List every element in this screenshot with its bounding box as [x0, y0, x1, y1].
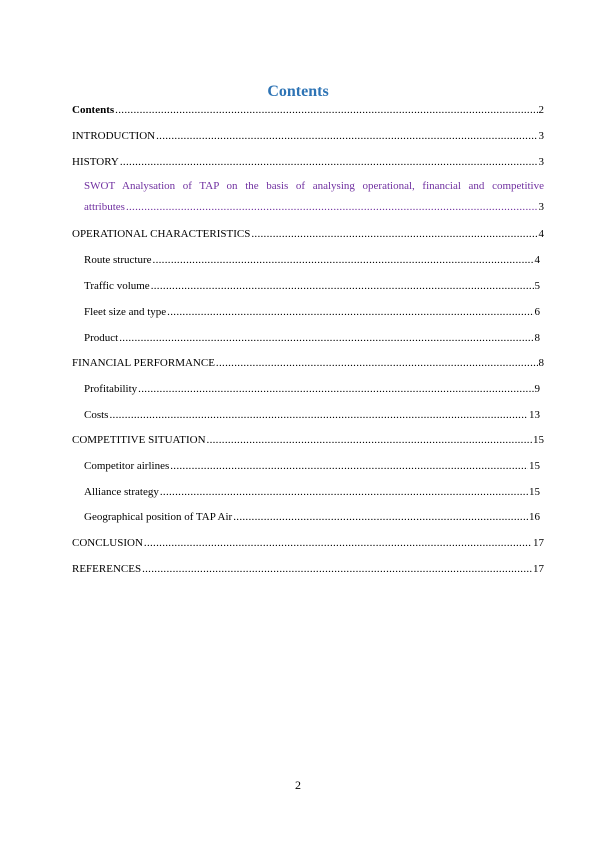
toc-entry-label: COMPETITIVE SITUATION — [72, 434, 206, 446]
toc-entry-label-line2: attributes — [84, 201, 125, 213]
toc-leader-dots — [126, 197, 538, 218]
toc-entry-page: 4 — [538, 228, 544, 240]
toc-entry-page: 6 — [534, 306, 540, 318]
toc-leader-dots — [151, 280, 534, 293]
toc-entry-page: 5 — [534, 280, 540, 292]
toc-leader-dots — [109, 409, 528, 422]
toc-entry-page: 15 — [529, 486, 540, 498]
toc-entry-label: OPERATIONAL CHARACTERISTICS — [72, 228, 251, 240]
toc-leader-dots — [119, 332, 533, 345]
toc-entry-label: Traffic volume — [84, 280, 150, 292]
toc-leader-dots — [170, 460, 528, 473]
toc-entry-geographical-position[interactable] — [84, 511, 540, 524]
page-number: 2 — [295, 778, 301, 792]
toc-entry-label-line2-row — [84, 197, 544, 218]
toc-entry-page: 3 — [538, 130, 544, 142]
toc-entry-label: Route structure — [84, 254, 152, 266]
toc-leader-dots — [153, 254, 534, 267]
toc-entry-label: REFERENCES — [72, 563, 142, 575]
toc-entry-page: 17 — [533, 537, 544, 549]
toc-entry-label: CONCLUSION — [72, 537, 143, 549]
toc-entry-label: Fleet size and type — [84, 306, 167, 318]
toc-leader-dots — [167, 306, 533, 319]
toc-entry-page: 3 — [538, 201, 544, 213]
toc-entry-label: Profitability — [84, 383, 138, 395]
toc-entry-label: Contents — [72, 104, 115, 116]
toc-entry-page: 8 — [534, 332, 540, 344]
toc-entry-operational-characteristics[interactable] — [72, 228, 544, 241]
toc-leader-dots — [138, 383, 533, 396]
toc-leader-dots — [216, 357, 538, 370]
toc-leader-dots — [142, 563, 532, 576]
toc-entry-label: FINANCIAL PERFORMANCE — [72, 357, 215, 369]
toc-entry-page: 4 — [534, 254, 540, 266]
toc-entry-page: 3 — [538, 156, 544, 168]
toc-entry-competitor-airlines[interactable] — [84, 460, 540, 473]
toc-leader-dots — [207, 434, 532, 447]
toc-entry-label: Competitor airlines — [84, 460, 170, 472]
toc-entry-page: 15 — [529, 460, 540, 472]
toc-leader-dots — [233, 511, 528, 524]
toc-entry-label: Alliance strategy — [84, 486, 159, 498]
toc-entry-page: 17 — [533, 563, 544, 575]
toc-entry-label-line1: SWOT Analysation of TAP on the basis of analysing operational, financial and competitive — [84, 180, 544, 192]
toc-entry-profitability[interactable] — [84, 383, 540, 396]
toc-entry-alliance-strategy[interactable] — [84, 486, 540, 499]
toc-leader-dots — [160, 486, 528, 499]
toc-entry-page: 16 — [529, 511, 540, 523]
toc-entry-costs[interactable] — [84, 409, 540, 422]
toc-entry-history[interactable] — [72, 156, 544, 169]
toc-entry-financial-performance[interactable] — [72, 357, 544, 370]
contents-heading: Contents — [267, 83, 329, 100]
toc-leader-dots — [251, 228, 537, 241]
toc-entry-product[interactable] — [84, 332, 540, 345]
toc-entry-page: 9 — [534, 383, 540, 395]
toc-entry-fleet-size[interactable] — [84, 306, 540, 319]
toc-entry-introduction[interactable] — [72, 130, 544, 143]
toc-entry-page: 8 — [538, 357, 544, 369]
toc-entry-traffic-volume[interactable] — [84, 280, 540, 293]
toc-entry-label: Product — [84, 332, 119, 344]
toc-leader-dots — [120, 156, 538, 169]
toc-entry-label: Geographical position of TAP Air — [84, 511, 233, 523]
toc-entry-competitive-situation[interactable] — [72, 434, 544, 447]
toc-entry-references[interactable] — [72, 563, 544, 576]
toc-leader-dots — [144, 537, 532, 550]
toc-entry-conclusion[interactable] — [72, 537, 544, 550]
toc-entry-page: 13 — [529, 409, 540, 421]
toc-entry-route-structure[interactable] — [84, 254, 540, 267]
toc-entry-label: Costs — [84, 409, 109, 421]
toc-entry-swot[interactable] — [84, 176, 544, 218]
toc-entry-page: 2 — [538, 104, 544, 116]
toc-entry-label: HISTORY — [72, 156, 119, 168]
toc-entry-label: INTRODUCTION — [72, 130, 156, 142]
toc-entry-page: 15 — [533, 434, 544, 446]
toc-leader-dots — [115, 104, 537, 117]
toc-leader-dots — [156, 130, 537, 143]
toc-entry-contents[interactable] — [72, 104, 544, 117]
